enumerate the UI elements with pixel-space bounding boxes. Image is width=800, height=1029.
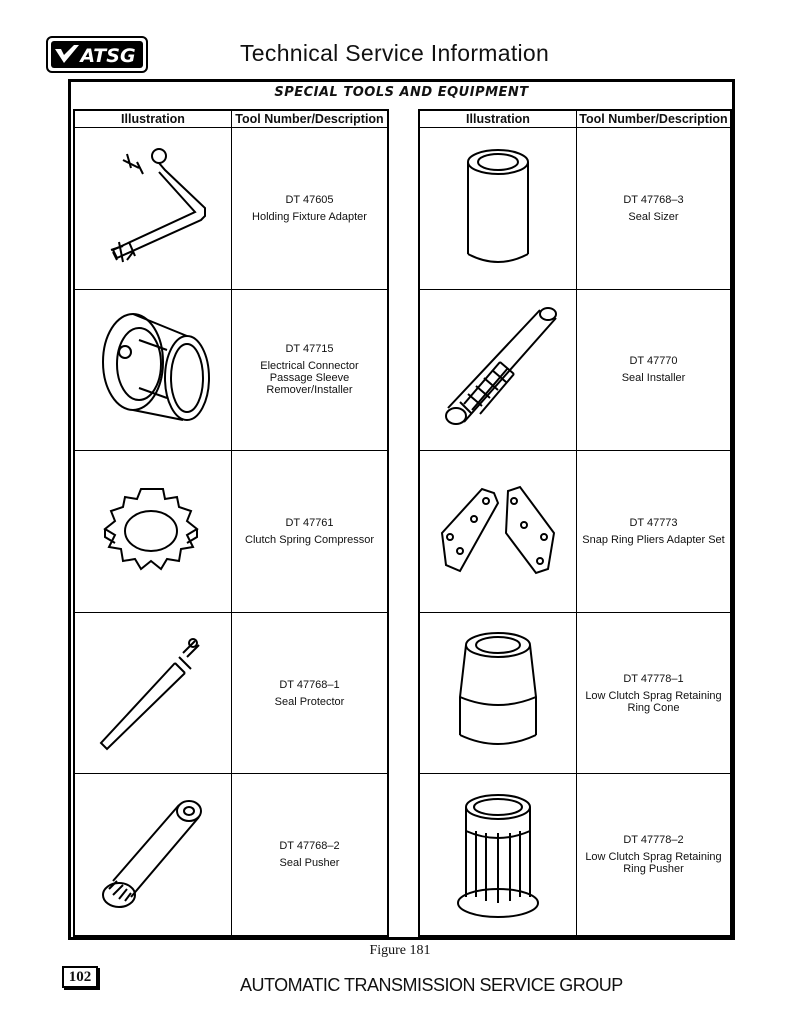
tool-description-cell [232, 612, 388, 774]
ring-cone-icon [428, 623, 568, 763]
illustration-cell [420, 289, 577, 451]
tool-description: Holding Fixture Adapter [252, 210, 367, 223]
tool-description: Low Clutch Sprag Retaining Ring Pusher [585, 851, 722, 876]
column-header-tool: Tool Number/Description [577, 111, 731, 128]
holding-fixture-adapter-icon [83, 138, 223, 278]
svg-text:ATSG: ATSG [80, 45, 136, 67]
illustration-cell [420, 128, 577, 290]
seal-protector-icon [83, 623, 223, 763]
page-header [0, 0, 800, 80]
tool-description: Snap Ring Pliers Adapter Set [582, 533, 725, 546]
tool-description: Electrical Connector Passage Sleeve Remover/Installer [260, 360, 359, 397]
passage-sleeve-tool-icon [83, 300, 223, 440]
illustration-cell [75, 612, 232, 774]
tool-description-cell [577, 128, 731, 290]
table-row [420, 289, 731, 451]
illustration-cell [75, 451, 232, 613]
tool-description: Low Clutch Sprag Retaining Ring Cone [585, 689, 722, 714]
illustration-cell [75, 289, 232, 451]
tool-description-cell [232, 774, 388, 936]
table-row [75, 289, 388, 451]
table-row [420, 612, 731, 774]
tool-number: DT 47770 [629, 355, 678, 368]
tool-number: DT 47773 [629, 516, 678, 529]
table-row [75, 128, 388, 290]
tool-description-cell [577, 451, 731, 613]
seal-pusher-icon [83, 785, 223, 925]
tools-table-left [73, 109, 389, 937]
tool-number: DT 47768–2 [279, 840, 340, 853]
ring-pusher-icon [428, 785, 568, 925]
tool-description-cell [232, 289, 388, 451]
tool-number: DT 47768–1 [279, 678, 340, 691]
tool-description: Seal Protector [274, 695, 345, 708]
tool-description: Seal Pusher [279, 857, 340, 870]
snap-ring-pliers-adapter-icon [428, 461, 568, 601]
tool-number: DT 47761 [285, 516, 334, 529]
section-title: SPECIAL TOOLS AND EQUIPMENT [274, 85, 529, 100]
tool-description-cell [577, 612, 731, 774]
page-title: Technical Service Information [240, 40, 550, 66]
page-number: 102 [62, 966, 98, 988]
clutch-spring-compressor-icon [83, 461, 223, 601]
tool-number: DT 47778–2 [623, 834, 684, 847]
column-header-illustration: Illustration [420, 111, 577, 128]
tool-description-cell [577, 289, 731, 451]
tool-description: Seal Installer [621, 372, 686, 385]
tool-number: DT 47605 [285, 193, 334, 206]
table-row [75, 451, 388, 613]
figure-caption: Figure 181 [369, 943, 431, 958]
tool-description-cell [577, 774, 731, 936]
table-header-row [75, 111, 388, 128]
tool-description-cell [232, 128, 388, 290]
tool-number: DT 47715 [285, 343, 334, 356]
table-row [420, 451, 731, 613]
tool-number: DT 47778–1 [623, 672, 684, 685]
illustration-cell [420, 612, 577, 774]
illustration-cell [420, 451, 577, 613]
illustration-cell [420, 774, 577, 936]
table-row [75, 612, 388, 774]
tool-number: DT 47768–3 [623, 193, 684, 206]
seal-installer-icon [428, 300, 568, 440]
tools-table-right [418, 109, 732, 937]
tool-description: Clutch Spring Compressor [245, 533, 374, 546]
tool-description: Seal Sizer [628, 210, 679, 223]
table-row [420, 774, 731, 936]
table-header-row [420, 111, 731, 128]
tool-description-cell [232, 451, 388, 613]
table-row [420, 128, 731, 290]
illustration-cell [75, 774, 232, 936]
special-tools-frame [68, 79, 735, 940]
seal-sizer-icon [428, 138, 568, 278]
column-header-illustration: Illustration [75, 111, 232, 128]
column-header-tool: Tool Number/Description [232, 111, 388, 128]
illustration-cell [75, 128, 232, 290]
table-row [75, 774, 388, 936]
page-footer: AUTOMATIC TRANSMISSION SERVICE GROUP [240, 975, 623, 995]
atsg-logo [46, 36, 148, 73]
